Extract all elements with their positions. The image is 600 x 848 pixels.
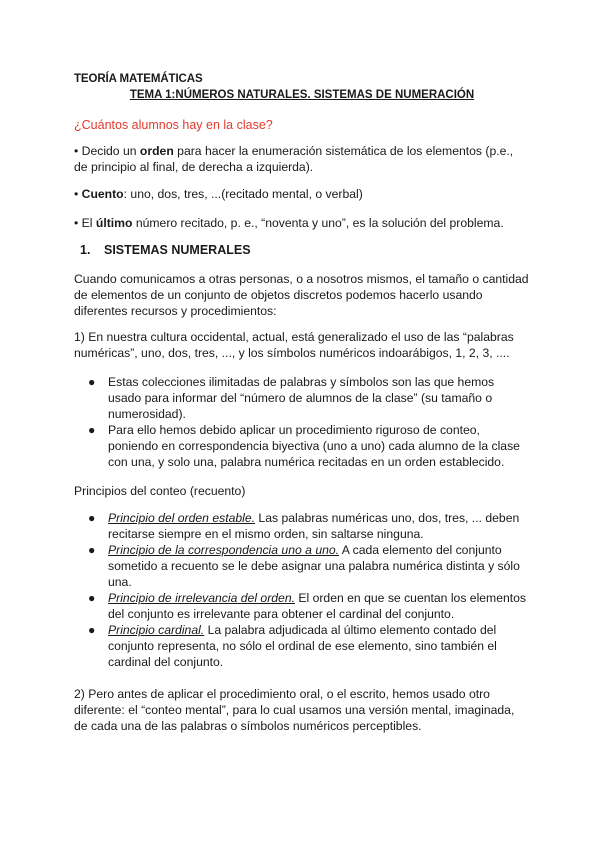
intro-point-prefix: • El: [74, 216, 96, 230]
paragraph-culture: 1) En nuestra cultura occidental, actual, está generalizado el uso de las “palabras numéricas”, uno, dos, tres, ..., y los símbolos numéricos indoarábigos, 1, 2, 3, ....: [74, 330, 514, 360]
principle-name: Principio de irrelevancia del orden.: [108, 591, 295, 605]
paragraph-intro: Cuando comunicamos a otras personas, o a nosotros mismos, el tamaño o cantidad de elementos de un conjunto de objetos discretos podemos hacerlo usando diferentes recursos y procedimientos:: [74, 272, 529, 318]
bullet-icon: ●: [88, 591, 96, 605]
intro-point-prefix: •: [74, 187, 82, 201]
intro-point-bold: orden: [139, 144, 174, 158]
question-text: ¿Cuántos alumnos hay en la clase?: [74, 118, 273, 132]
list-item: [74, 374, 530, 422]
intro-point-count: [74, 186, 530, 202]
section-heading: [74, 242, 530, 258]
list-item: [74, 422, 530, 470]
bullet-icon: ●: [88, 375, 96, 389]
principle-name: Principio del orden estable.: [108, 511, 256, 525]
principle-name: Principio de la correspondencia uno a uno.: [108, 543, 340, 557]
principle-text: El orden en que se cuentan los elementos del conjunto es irrelevante para obtener el cardinal del conjunto.: [108, 591, 527, 621]
principle-item: [74, 590, 530, 622]
intro-point-text: número recitado, p. e., “noventa y uno”, es la solución del problema.: [132, 216, 504, 230]
paragraph-mental-count: 2) Pero antes de aplicar el procedimiento oral, o el escrito, hemos usado otro diferente: el “conteo mental”, para lo cual usamos una versión mental, imaginada, de cada una de las palabras o símbolos numéricos perceptibles.: [74, 687, 515, 733]
bullet-icon: ●: [88, 543, 96, 557]
intro-point-prefix: • Decido un: [74, 144, 140, 158]
list-item-text: Para ello hemos debido aplicar un procedimiento riguroso de conteo, poniendo en correspondencia biyectiva (uno a uno) cada alumno de la clase con una, y solo una, palabra numérica recitadas en un orden establecido.: [108, 423, 520, 469]
principle-text: Las palabras numéricas uno, dos, tres, ... deben recitarse siempre en el mismo orden, sin saltarse ninguna.: [108, 511, 520, 541]
intro-point-text: para hacer la enumeración sistemática de los elementos (p.e., de principio al final, de derecha a izquierda).: [74, 144, 514, 174]
intro-point-order: [74, 143, 530, 175]
list-item-text: Estas colecciones ilimitadas de palabras y símbolos son las que hemos usado para informar del “número de alumnos de la clase” (su tamaño o numerosidad).: [108, 375, 495, 421]
document-title: TEMA 1:NÚMEROS NATURALES. SISTEMAS DE NUMERACIÓN: [129, 89, 475, 101]
bullet-list-words: [74, 374, 530, 470]
principle-item: [74, 622, 530, 670]
principle-name: Principio cardinal.: [108, 623, 205, 637]
section-title: SISTEMAS NUMERALES: [104, 243, 251, 257]
principle-text: A cada elemento del conjunto sometido a recuento se le debe asignar una palabra numérica distinta y sólo una.: [108, 543, 520, 589]
bullet-icon: ●: [88, 511, 96, 525]
principles-heading: Principios del conteo (recuento): [74, 484, 246, 498]
bullet-icon: ●: [88, 423, 96, 437]
intro-point-last: [74, 215, 530, 231]
principles-list: [74, 510, 530, 670]
intro-point-bold: Cuento: [81, 187, 124, 201]
bullet-icon: ●: [88, 623, 96, 637]
intro-point-text: : uno, dos, tres, ...(recitado mental, o verbal): [123, 187, 363, 201]
principle-item: [74, 542, 530, 590]
principle-text: La palabra adjudicada al último elemento contado del conjunto representa, no sólo el ordinal de ese elemento, sino también el cardinal del conjunto.: [108, 623, 497, 669]
intro-point-bold: último: [95, 216, 133, 230]
section-number: 1.: [80, 243, 91, 257]
principle-item: [74, 510, 530, 542]
course-heading: TEORÍA MATEMÁTICAS: [74, 73, 203, 85]
